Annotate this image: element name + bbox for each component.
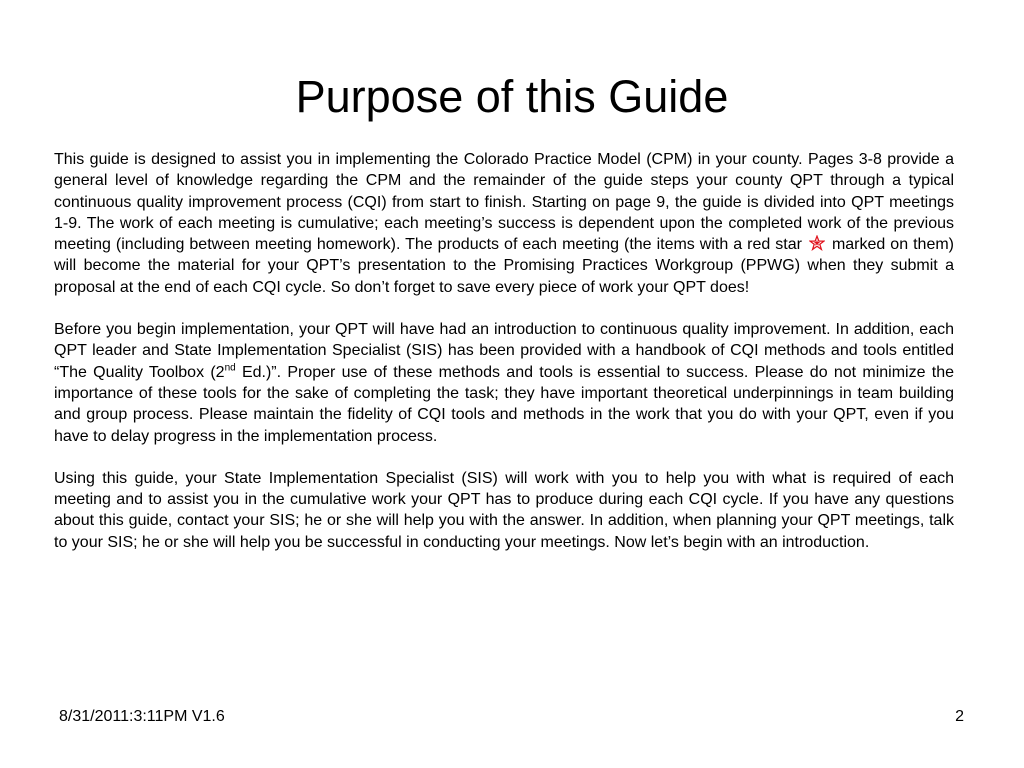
- paragraph-intro-text-1: This guide is designed to assist you in implementing the Colorado Practice Model (CPM) in your county. Pages 3-8 provide a general level of knowledge regarding the CPM and the remainder of the guide steps your county QPT through a typical continuous quality improvement process (CQI) from start to finish. Starting on page 9, the guide is divided into QPT meetings 1-9. The work of each meeting is cumulative; each meeting’s success is dependent upon the completed work of the previous meeting (including between meeting homework). The products of each meeting (the items with a red star: [54, 151, 954, 254]
- paragraph-using-guide: Using this guide, your State Implementation Specialist (SIS) will work with you to help you with what is required of each meeting and to assist you in the cumulative work your QPT has to produce during each CQI cycle. If you have any questions about this guide, contact your SIS; he or she will help you with the answer. In addition, when planning your QPT meetings, talk to your SIS; he or she will help you be successful in conducting your meetings. Now let’s begin with an introduction.: [54, 469, 954, 551]
- ordinal-superscript: nd: [224, 362, 236, 374]
- footer-page-number: 2: [955, 708, 964, 725]
- paragraph-before-implementation: [54, 319, 954, 447]
- footer-date-version: 8/31/2011:3:11PM V1.6: [59, 708, 225, 725]
- paragraph-intro-text-2: marked on them) will become the material for your QPT’s presentation to the Promising Practices Workgroup (PPWG) when they submit a proposal at the end of each CQI cycle. So don’t forget to save every piece of work your QPT does!: [54, 236, 954, 296]
- slide-title: Purpose of this Guide: [295, 71, 729, 122]
- paragraph-before-implementation-text-1: Before you begin implementation, your QPT will have had an introduction to continuous quality improvement. In addition, each QPT leader and State Implementation Specialist (SIS) has been provided with a handbook of CQI methods and tools entitled “The Quality Toolbox (2: [54, 321, 954, 381]
- slide-body: [54, 149, 954, 574]
- red-star-icon: [809, 235, 825, 251]
- paragraph-before-implementation-text-2: Ed.)”. Proper use of these methods and tools is essential to success. Please do not minimize the importance of these tools for the sake of completing the task; they have important theoretical underpinnings in team building and group process. Please maintain the fidelity of CQI tools and methods in the work that you do with your QPT, even if you have to delay progress in the implementation process.: [54, 363, 954, 445]
- paragraph-intro: [54, 149, 954, 298]
